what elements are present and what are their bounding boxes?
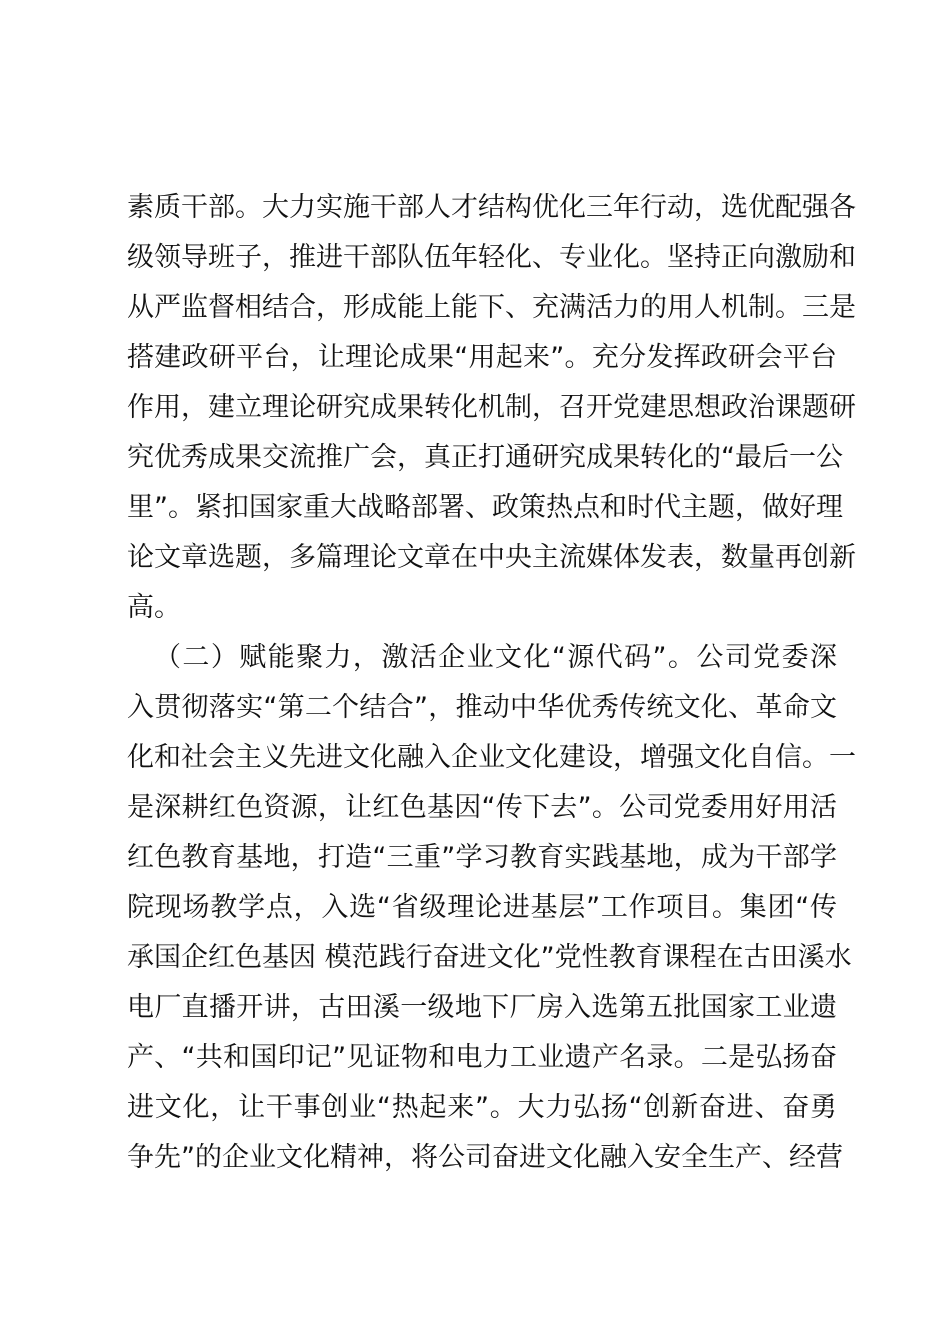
text-line: 进文化，让干事创业“热起来”。大力弘扬“创新奋进、奋勇 [127,1092,837,1123]
text-line: 承国企红色基因 模范践行奋进文化”党性教育课程在古田溪水 [127,942,852,973]
text-line: 作用，建立理论研究成果转化机制，召开党建思想政治课题研 [127,392,856,423]
text-line: 从严监督相结合，形成能上能下、充满活力的用人机制。三是 [127,292,856,323]
text-line: 院现场教学点，入选“省级理论进基层”工作项目。集团“传 [127,892,837,923]
text-line: 究优秀成果交流推广会，真正打通研究成果转化的“最后一公 [127,442,843,473]
text-line: 红色教育基地，打造“三重”学习教育实践基地，成为干部学 [127,842,837,873]
text-line: 是深耕红色资源，让红色基因“传下去”。公司党委用好用活 [127,792,837,823]
text-line: 电厂直播开讲，古田溪一级地下厂房入选第五批国家工业遗 [127,992,837,1023]
text-line: 化和社会主义先进文化融入企业文化建设，增强文化自信。一 [127,742,856,773]
text-line: 级领导班子，推进干部队伍年轻化、专业化。坚持正向激励和 [127,242,856,273]
text-line: 素质干部。大力实施干部人才结构优化三年行动，选优配强各 [127,192,856,223]
section-heading-line: （二）赋能聚力，激活企业文化“源代码”。公司党委深 [154,642,837,673]
text-line: 论文章选题，多篇理论文章在中央主流媒体发表，数量再创新 [127,542,856,573]
text-line: 里”。紧扣国家重大战略部署、政策热点和时代主题，做好理 [127,492,843,523]
text-line: 高。 [127,592,181,623]
text-line: 产、“共和国印记”见证物和电力工业遗产名录。二是弘扬奋 [127,1042,837,1073]
text-line: 入贯彻落实“第二个结合”，推动中华优秀传统文化、革命文 [127,692,837,723]
body-text [127,183,856,1183]
text-line: 争先”的企业文化精神，将公司奋进文化融入安全生产、经营 [127,1142,843,1173]
text-line: 搭建政研平台，让理论成果“用起来”。充分发挥政研会平台 [127,342,837,373]
